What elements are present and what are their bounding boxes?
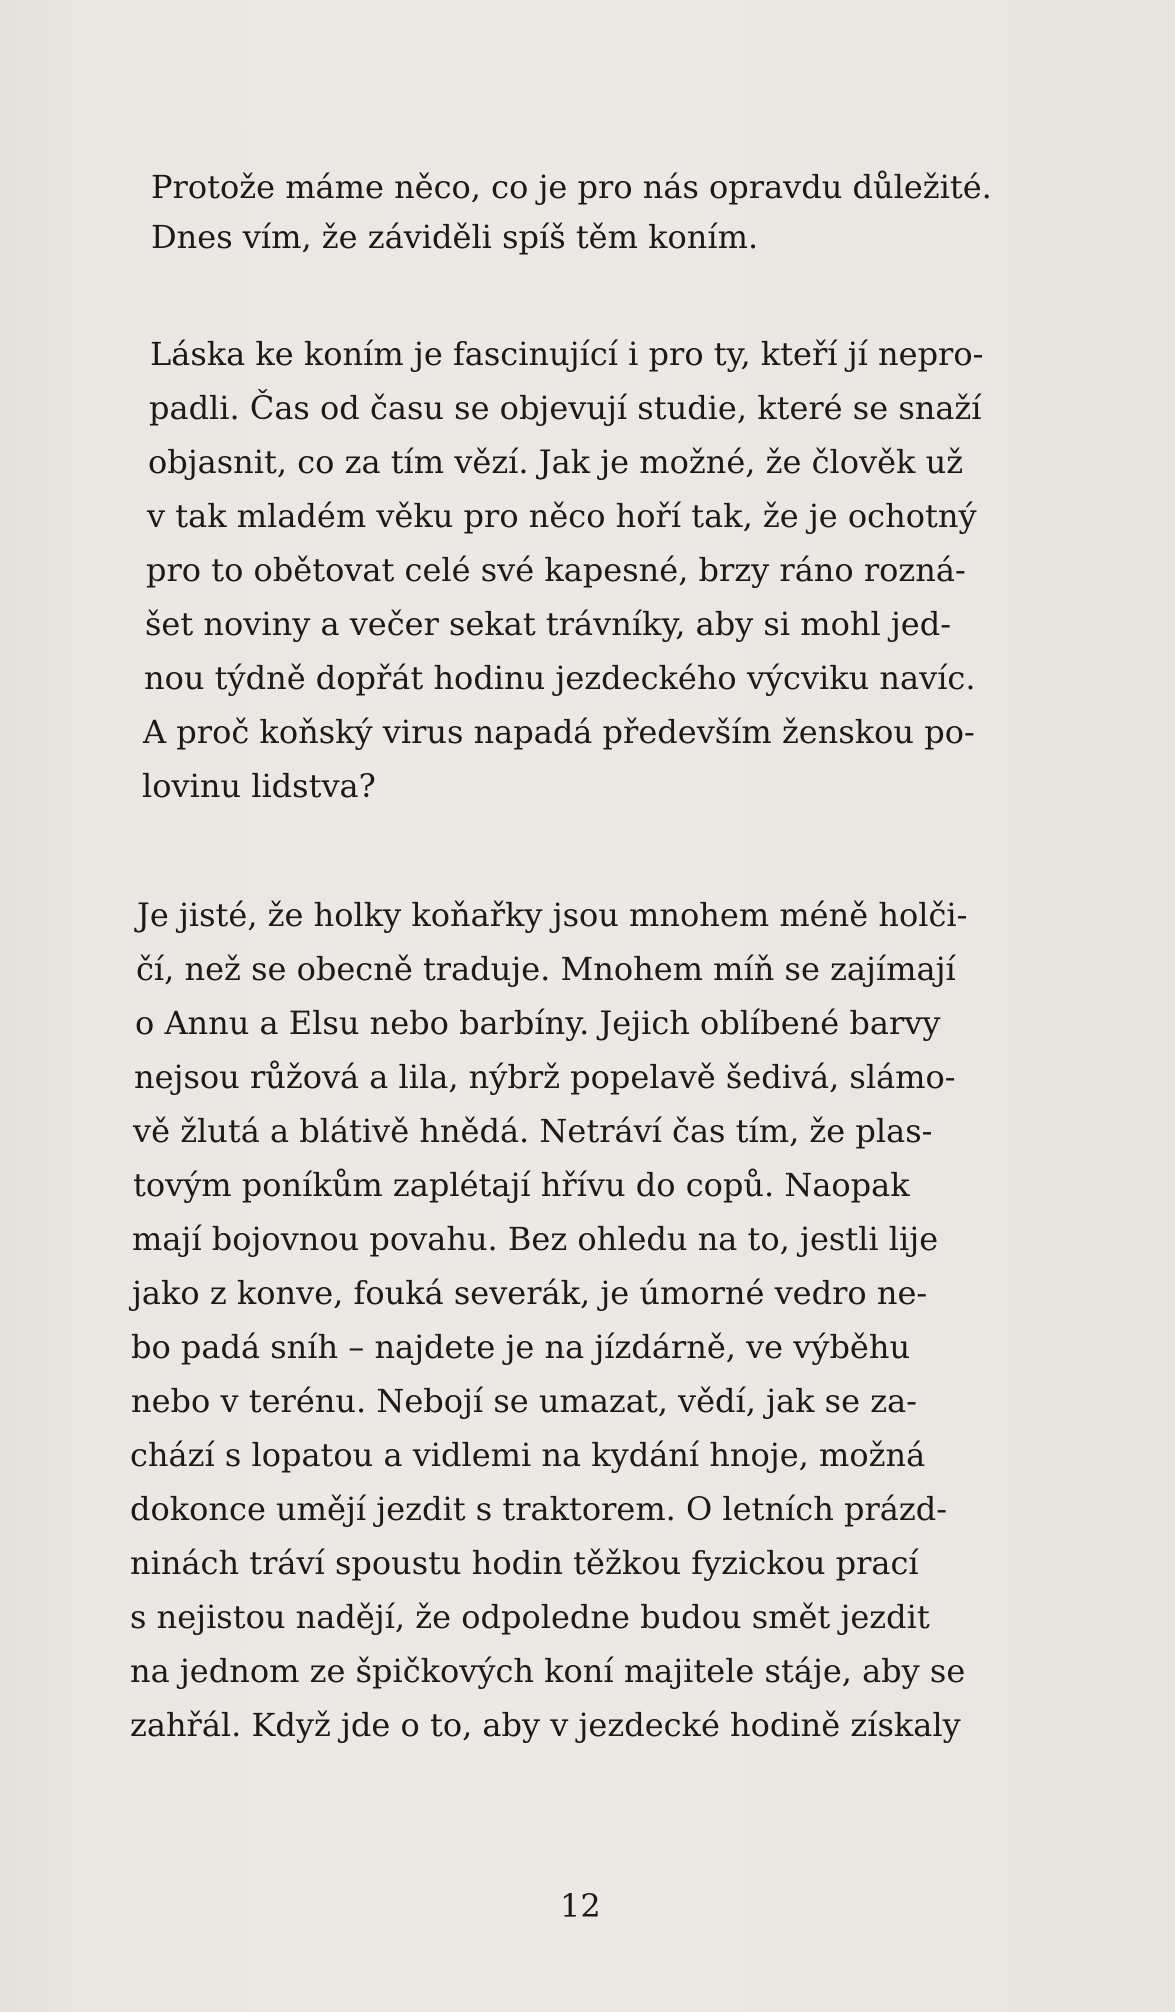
- text-line: Protože máme něco, co je pro nás opravdu důležité.: [151, 168, 992, 206]
- text-line: nejsou růžová a lila, nýbrž popelavě šedivá, slámo-: [134, 1058, 956, 1096]
- text-line: s nejistou nadějí, že odpoledne budou smět jezdit: [130, 1598, 930, 1636]
- text-line: ninách tráví spoustu hodin těžkou fyzickou prací: [130, 1544, 919, 1582]
- text-line: objasnit, co za tím vězí. Jak je možné, že člověk už: [148, 443, 964, 481]
- text-line: nebo v terénu. Nebojí se umazat, vědí, jak se za-: [131, 1382, 917, 1420]
- text-line: Láska ke koním je fascinující i pro ty, kteří jí nepro-: [150, 335, 984, 373]
- text-line: tovým poníkům zaplétají hřívu do copů. Naopak: [133, 1166, 910, 1204]
- text-line: lovinu lidstva?: [142, 767, 376, 805]
- text-line: dokonce umějí jezdit s traktorem. O letních prázd-: [130, 1490, 947, 1528]
- text-line: A proč koňský virus napadá především ženskou po-: [143, 713, 975, 751]
- text-line: bo padá sníh – najdete je na jízdárně, ve výběhu: [131, 1328, 911, 1366]
- text-line: zahřál. Když jde o to, aby v jezdecké hodině získaly: [130, 1706, 961, 1744]
- text-line: o Annu a Elsu nebo barbíny. Jejich oblíbené barvy: [135, 1004, 941, 1042]
- text-line: šet noviny a večer sekat trávníky, aby si mohl jed-: [145, 605, 952, 643]
- text-line: chází s lopatou a vidlemi na kydání hnoje, možná: [130, 1436, 926, 1474]
- text-line: jako z konve, fouká severák, je úmorné vedro ne-: [132, 1274, 928, 1312]
- text-line: nou týdně dopřát hodinu jezdeckého výcviku navíc.: [144, 659, 976, 697]
- text-line: čí, než se obecně traduje. Mnohem míň se zajímají: [136, 950, 956, 988]
- text-line: mají bojovnou povahu. Bez ohledu na to, jestli lije: [132, 1220, 939, 1258]
- text-line: padli. Čas od času se objevují studie, které se snaží: [149, 389, 982, 427]
- text-line: Dnes vím, že záviděli spíš těm koním.: [151, 218, 759, 256]
- text-line: Je jisté, že holky koňařky jsou mnohem méně holči-: [137, 896, 968, 934]
- text-line: pro to obětovat celé své kapesné, brzy ráno rozná-: [146, 551, 966, 589]
- page-number: 12: [560, 1887, 601, 1925]
- text-line: v tak mladém věku pro něco hoří tak, že je ochotný: [147, 497, 977, 535]
- text-line: vě žlutá a blátivě hnědá. Netráví čas tím, že plas-: [133, 1112, 933, 1150]
- text-line: na jednom ze špičkových koní majitele stáje, aby se: [130, 1652, 966, 1690]
